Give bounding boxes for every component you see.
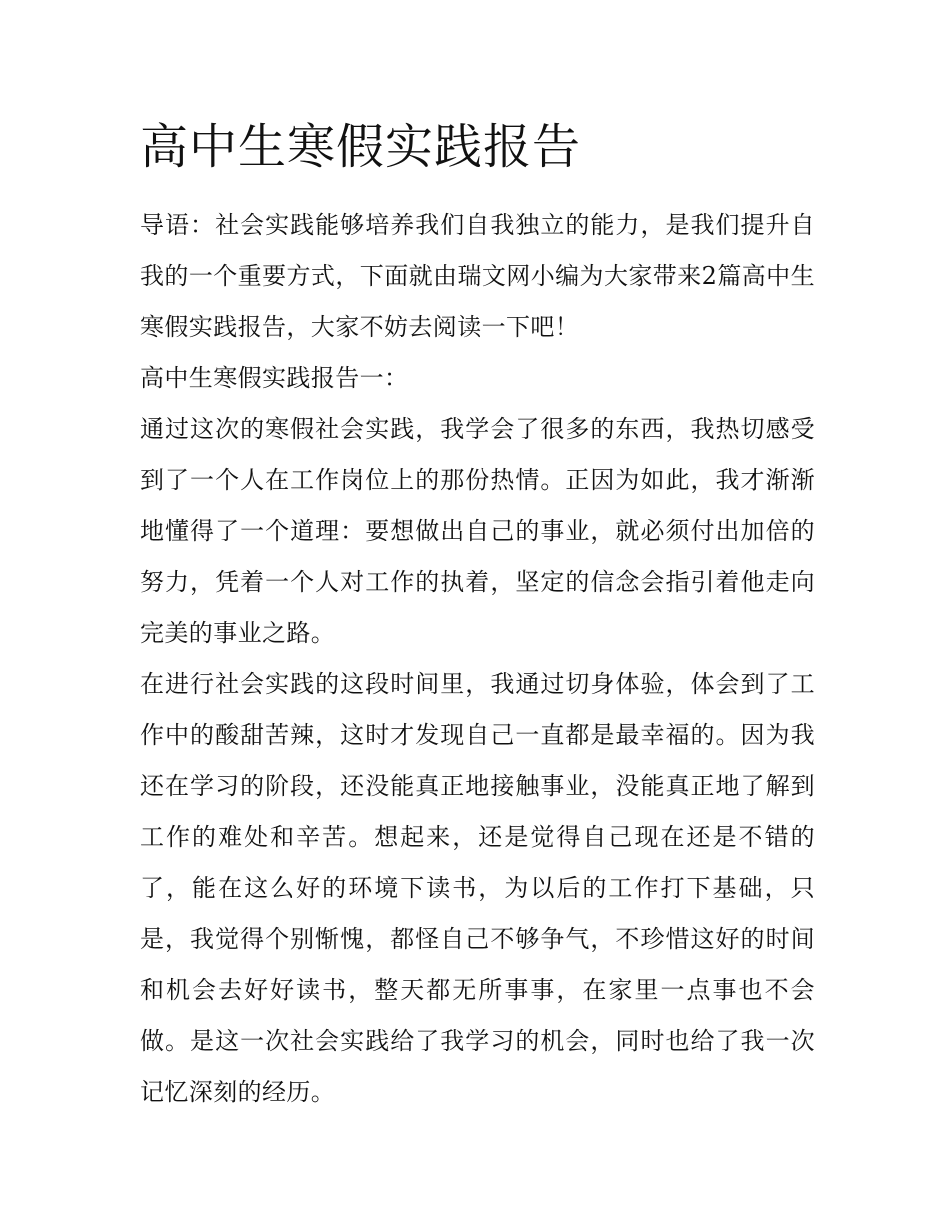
body-paragraph: 在进行社会实践的这段时间里，我通过切身体验，体会到了工作中的酸甜苦辣，这时才发现自己一直都是最幸福的。因为我还在学习的阶段，还没能真正地接触事业，没能真正地了解到工作的难处和辛苦。想起来，还是觉得自己现在还是不错的了，能在这么好的环境下读书，为以后的工作打下基础，只是，我觉得个别惭愧，都怪自己不够争气，不珍惜这好的时间和机会去好好读书，整天都无所事事，在家里一点事也不会做。是这一次社会实践给了我学习的机会，同时也给了我一次记忆深刻的经历。 xyxy=(140,670,815,1106)
document-body xyxy=(140,112,815,1118)
intro-paragraph: 导语：社会实践能够培养我们自我独立的能力，是我们提升自我的一个重要方式，下面就由瑞文网小编为大家带来2篇高中生寒假实践报告，大家不妨去阅读一下吧！ xyxy=(140,211,815,341)
body-paragraph: 通过这次的寒假社会实践，我学会了很多的东西，我热切感受到了一个人在工作岗位上的那份热情。正因为如此，我才渐渐地懂得了一个道理：要想做出自己的事业，就必须付出加倍的努力，凭着一个人对工作的执着，坚定的信念会指引着他走向完美的事业之路。 xyxy=(140,415,815,647)
document-title: 高中生寒假实践报告 xyxy=(140,119,582,175)
section-heading: 高中生寒假实践报告一： xyxy=(140,364,409,392)
